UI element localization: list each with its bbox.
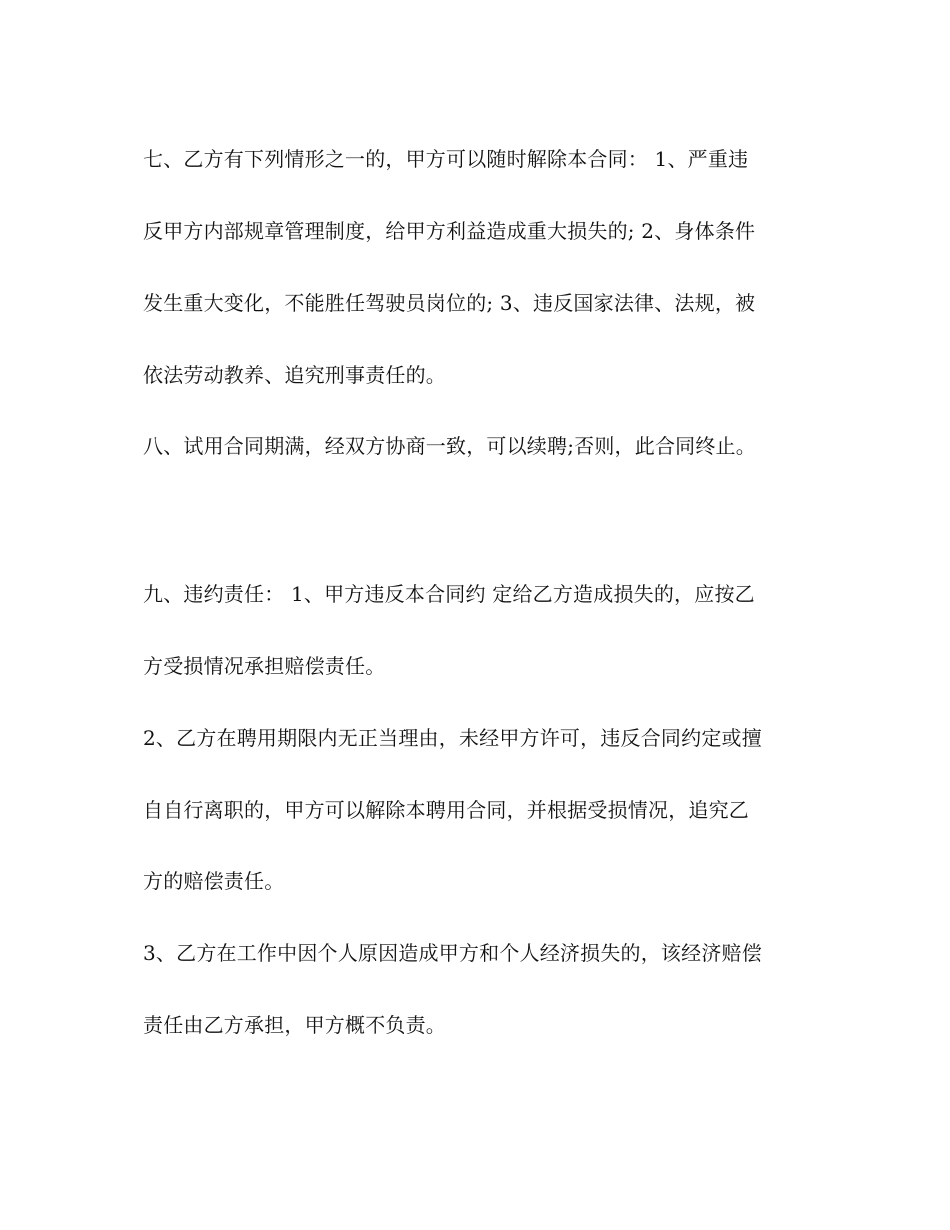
clause-7-line-1: 七、乙方有下列情形之一的，甲方可以随时解除本合同： 1、严重违: [143, 147, 749, 171]
clause-9-item-3-line-1: 3、乙方在工作中因个人原因造成甲方和个人经济损失的，该经济赔偿: [143, 941, 762, 965]
clause-9-item-3-line-2: 责任由乙方承担，甲方概不负责。: [143, 1013, 446, 1037]
clause-9-line-1: 九、违约责任： 1、甲方违反本合同约 定给乙方造成损失的，应按乙: [143, 582, 755, 606]
clause-8-line-1: 八、试用合同期满，经双方协商一致，可以续聘;否则，此合同终止。: [143, 434, 756, 458]
clause-9-item-2-line-1: 2、乙方在聘用期限内无正当理由，未经甲方许可，违反合同约定或擅: [143, 726, 762, 750]
clause-7-line-2: 反甲方内部规章管理制度，给甲方利益造成重大损失的; 2、身体条件: [143, 219, 756, 243]
clause-7-line-3: 发生重大变化，不能胜任驾驶员岗位的; 3、违反国家法律、法规，被: [143, 291, 756, 315]
clause-7-line-4: 依法劳动教养、追究刑事责任的。: [143, 363, 446, 387]
clause-9-item-2-line-2: 自自行离职的，甲方可以解除本聘用合同，并根据受损情况，追究乙: [143, 798, 749, 822]
clause-9-item-2-line-3: 方的赔偿责任。: [143, 869, 285, 893]
clause-9-line-2: 方受损情况承担赔偿责任。: [143, 654, 386, 678]
